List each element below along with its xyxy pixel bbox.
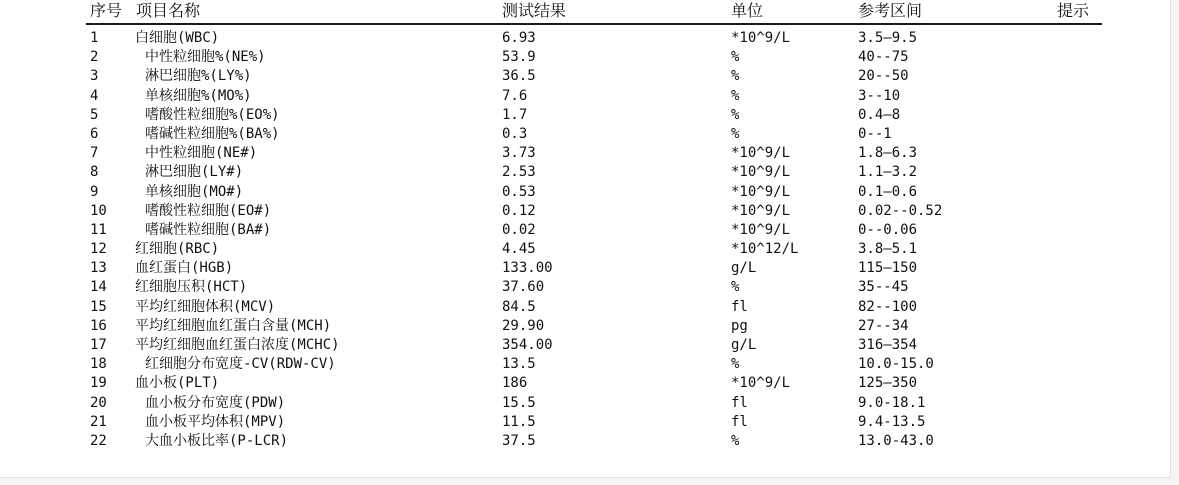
row-result: 15.5 xyxy=(502,394,536,411)
row-number: 11 xyxy=(90,221,107,238)
row-item-name: 中性粒细胞%(NE%) xyxy=(145,49,266,66)
header-reference: 参考区间 xyxy=(858,1,923,20)
row-number: 12 xyxy=(90,241,107,258)
row-number: 20 xyxy=(90,394,107,411)
row-reference-range: 0.02--0.52 xyxy=(858,202,943,219)
row-unit: *10^9/L xyxy=(731,164,791,181)
row-result: 37.60 xyxy=(502,279,545,296)
row-result: 53.9 xyxy=(502,49,536,66)
row-result: 3.73 xyxy=(502,145,536,162)
header-name: 项目名称 xyxy=(136,1,201,20)
row-unit: fl xyxy=(731,413,748,430)
table-header xyxy=(0,0,1170,24)
row-unit: % xyxy=(731,279,740,296)
table-row xyxy=(0,67,1170,86)
row-number: 1 xyxy=(90,30,99,46)
row-unit: % xyxy=(731,432,740,449)
row-number: 15 xyxy=(90,298,107,315)
row-unit: *10^9/L xyxy=(731,145,791,162)
row-item-name: 平均红细胞体积(MCV) xyxy=(135,298,276,315)
row-result: 11.5 xyxy=(502,413,536,430)
row-reference-range: 1.8—6.3 xyxy=(858,145,918,162)
row-unit: % xyxy=(731,68,740,85)
table-row xyxy=(0,87,1170,106)
table-row xyxy=(0,278,1170,297)
row-reference-range: 3--10 xyxy=(858,87,901,104)
row-number: 22 xyxy=(90,432,107,449)
row-unit: % xyxy=(731,125,740,142)
table-row xyxy=(0,29,1170,48)
table-row xyxy=(0,202,1170,221)
row-reference-range: 0--0.06 xyxy=(858,221,918,238)
row-reference-range: 20--50 xyxy=(858,68,909,85)
row-unit: % xyxy=(731,87,740,104)
row-result: 7.6 xyxy=(502,87,528,104)
row-reference-range: 27--34 xyxy=(858,317,909,334)
row-result: 133.00 xyxy=(502,260,553,277)
row-number: 5 xyxy=(90,106,99,123)
row-item-name: 淋巴细胞(LY#) xyxy=(145,164,244,181)
table-row xyxy=(0,336,1170,355)
row-reference-range: 10.0-15.0 xyxy=(858,356,934,373)
header-result: 测试结果 xyxy=(502,1,567,20)
row-unit: g/L xyxy=(731,337,757,353)
table-row xyxy=(0,125,1170,144)
table-row xyxy=(0,355,1170,374)
row-unit: fl xyxy=(731,298,748,315)
row-reference-range: 3.8—5.1 xyxy=(858,241,918,258)
row-result: 0.02 xyxy=(502,221,536,238)
row-number: 19 xyxy=(90,375,107,392)
row-number: 18 xyxy=(90,356,107,373)
table-row xyxy=(0,432,1170,451)
header-hint: 提示 xyxy=(1057,1,1090,20)
row-number: 13 xyxy=(90,260,107,277)
row-number: 2 xyxy=(90,49,99,66)
row-item-name: 红细胞分布宽度-CV(RDW-CV) xyxy=(145,356,336,373)
table-row xyxy=(0,183,1170,202)
table-row xyxy=(0,413,1170,432)
row-result: 0.53 xyxy=(502,183,536,200)
row-item-name: 血小板(PLT) xyxy=(135,375,220,392)
row-item-name: 血小板分布宽度(PDW) xyxy=(145,394,286,411)
row-item-name: 单核细胞%(MO%) xyxy=(145,87,252,104)
row-result: 1.7 xyxy=(502,106,528,123)
row-item-name: 嗜酸性粒细胞%(EO%) xyxy=(145,106,280,123)
row-result: 354.00 xyxy=(502,337,553,353)
row-result: 6.93 xyxy=(502,30,536,46)
table-row xyxy=(0,317,1170,336)
row-result: 29.90 xyxy=(502,317,545,334)
table-row xyxy=(0,394,1170,413)
row-reference-range: 3.5—9.5 xyxy=(858,30,918,46)
table-row xyxy=(0,259,1170,278)
row-number: 14 xyxy=(90,279,107,296)
row-result: 2.53 xyxy=(502,164,536,181)
table-row xyxy=(0,144,1170,163)
table-row xyxy=(0,221,1170,240)
header-unit: 单位 xyxy=(731,1,764,20)
row-unit: *10^9/L xyxy=(731,202,791,219)
row-reference-range: 0.1—0.6 xyxy=(858,183,918,200)
row-number: 10 xyxy=(90,202,107,219)
row-unit: *10^9/L xyxy=(731,375,791,392)
table-row xyxy=(0,374,1170,393)
row-unit: % xyxy=(731,106,740,123)
row-item-name: 大血小板比率(P-LCR) xyxy=(145,432,289,449)
row-number: 9 xyxy=(90,183,99,200)
table-row xyxy=(0,106,1170,125)
row-reference-range: 82--100 xyxy=(858,298,918,315)
row-item-name: 单核细胞(MO#) xyxy=(145,183,244,200)
table-row xyxy=(0,163,1170,182)
row-item-name: 中性粒细胞(NE#) xyxy=(145,145,258,162)
row-result: 0.3 xyxy=(502,125,528,142)
table-row xyxy=(0,48,1170,67)
row-unit: *10^12/L xyxy=(731,241,799,258)
row-reference-range: 40--75 xyxy=(858,49,909,66)
row-result: 13.5 xyxy=(502,356,536,373)
row-reference-range: 9.0-18.1 xyxy=(858,394,926,411)
row-reference-range: 115—150 xyxy=(858,260,918,277)
row-item-name: 红细胞压积(HCT) xyxy=(135,279,248,296)
row-reference-range: 35--45 xyxy=(858,279,909,296)
row-item-name: 嗜酸性粒细胞(EO#) xyxy=(145,202,272,219)
row-reference-range: 9.4-13.5 xyxy=(858,413,926,430)
row-result: 84.5 xyxy=(502,298,536,315)
row-item-name: 嗜碱性粒细胞%(BA%) xyxy=(145,125,280,142)
row-number: 7 xyxy=(90,145,99,162)
row-item-name: 白细胞(WBC) xyxy=(135,30,220,46)
row-reference-range: 125—350 xyxy=(858,375,918,392)
row-number: 6 xyxy=(90,125,99,142)
row-item-name: 血小板平均体积(MPV) xyxy=(145,413,286,430)
row-number: 4 xyxy=(90,87,99,104)
row-item-name: 血红蛋白(HGB) xyxy=(135,260,234,277)
row-unit: % xyxy=(731,49,740,66)
row-result: 4.45 xyxy=(502,241,536,258)
row-number: 21 xyxy=(90,413,107,430)
row-unit: pg xyxy=(731,317,748,334)
row-reference-range: 316—354 xyxy=(858,337,918,353)
header-divider xyxy=(86,23,1102,25)
row-number: 8 xyxy=(90,164,99,181)
row-number: 17 xyxy=(90,337,107,353)
row-reference-range: 1.1—3.2 xyxy=(858,164,918,181)
row-unit: *10^9/L xyxy=(731,221,791,238)
row-unit: fl xyxy=(731,394,748,411)
row-unit: % xyxy=(731,356,740,373)
header-no: 序号 xyxy=(90,1,123,20)
row-number: 16 xyxy=(90,317,107,334)
row-result: 37.5 xyxy=(502,432,536,449)
row-reference-range: 0.4—8 xyxy=(858,106,901,123)
row-number: 3 xyxy=(90,68,99,85)
row-reference-range: 0--1 xyxy=(858,125,892,142)
row-item-name: 嗜碱性粒细胞(BA#) xyxy=(145,221,272,238)
row-reference-range: 13.0-43.0 xyxy=(858,432,934,449)
row-unit: *10^9/L xyxy=(731,183,791,200)
row-result: 36.5 xyxy=(502,68,536,85)
row-item-name: 红细胞(RBC) xyxy=(135,241,220,258)
results-table xyxy=(0,29,1170,451)
row-item-name: 平均红细胞血红蛋白浓度(MCHC) xyxy=(135,337,340,353)
row-result: 186 xyxy=(502,375,528,392)
row-item-name: 淋巴细胞%(LY%) xyxy=(145,68,252,85)
row-unit: g/L xyxy=(731,260,757,277)
table-row xyxy=(0,240,1170,259)
row-unit: *10^9/L xyxy=(731,30,791,46)
row-result: 0.12 xyxy=(502,202,536,219)
row-item-name: 平均红细胞血红蛋白含量(MCH) xyxy=(135,317,332,334)
table-row xyxy=(0,298,1170,317)
